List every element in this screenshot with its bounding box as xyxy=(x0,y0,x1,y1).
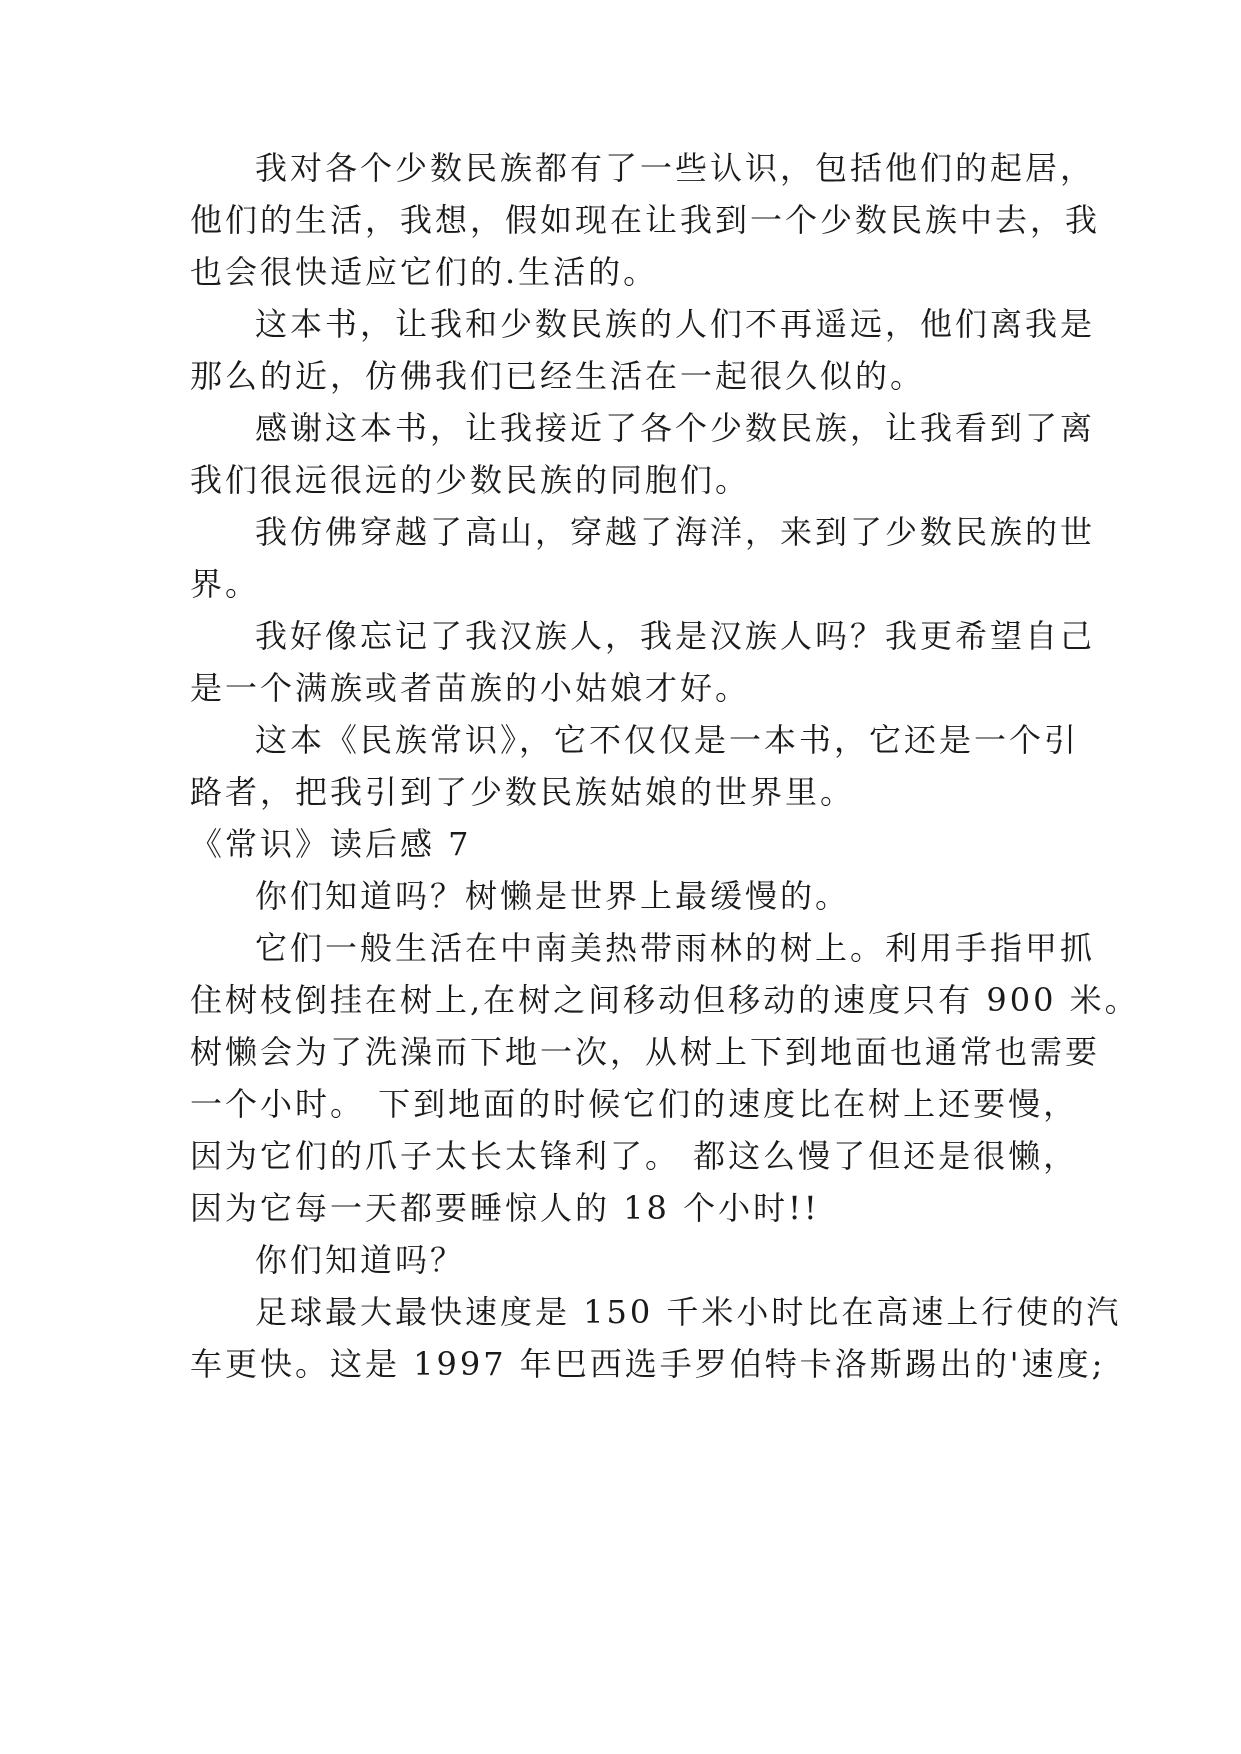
paragraph-line: 树懒会为了洗澡而下地一次，从树上下到地面也通常也需要 xyxy=(190,1033,1101,1071)
paragraph-line: 我仿佛穿越了高山，穿越了海洋，来到了少数民族的世 xyxy=(255,513,1096,551)
paragraph-line: 是一个满族或者苗族的小姑娘才好。 xyxy=(190,669,751,707)
paragraph-line: 这本书，让我和少数民族的人们不再遥远，他们离我是 xyxy=(255,305,1096,343)
paragraph-line: 我对各个少数民族都有了一些认识，包括他们的起居， xyxy=(255,149,1096,187)
paragraph-line: 界。 xyxy=(190,565,261,603)
paragraph-line: 因为它们的爪子太长太锋利了。 都这么慢了但还是很懒， xyxy=(190,1137,1079,1175)
paragraph-line: 它们一般生活在中南美热带雨林的树上。利用手指甲抓 xyxy=(255,929,1096,967)
paragraph-line: 足球最大最快速度是 150 千米小时比在高速上行使的汽 xyxy=(255,1293,1122,1331)
paragraph-line: 也会很快适应它们的.生活的。 xyxy=(190,253,659,291)
paragraph-line: 你们知道吗？ xyxy=(255,1241,466,1279)
paragraph-line: 车更快。这是 1997 年巴西选手罗伯特卡洛斯踢出的'速度; xyxy=(190,1345,1106,1383)
paragraph-line: 我好像忘记了我汉族人，我是汉族人吗？我更希望自己 xyxy=(255,617,1096,655)
paragraph-line: 我们很远很远的少数民族的同胞们。 xyxy=(190,461,751,499)
paragraph-line: 他们的生活，我想，假如现在让我到一个少数民族中去，我 xyxy=(190,201,1101,239)
paragraph-line: 因为它每一天都要睡惊人的 18 个小时!! xyxy=(190,1189,820,1227)
paragraph-line: 一个小时。 下到地面的时候它们的速度比在树上还要慢， xyxy=(190,1085,1079,1123)
paragraph-line: 那么的近，仿佛我们已经生活在一起很久似的。 xyxy=(190,357,926,395)
paragraph-line: 这本《民族常识》，它不仅仅是一本书，它还是一个引 xyxy=(255,721,1080,759)
section-heading: 《常识》读后感 7 xyxy=(190,825,472,863)
paragraph-line: 住树枝倒挂在树上,在树之间移动但移动的速度只有 900 米。 xyxy=(190,981,1140,1019)
paragraph-line: 你们知道吗？树懒是世界上最缓慢的。 xyxy=(255,877,851,915)
paragraph-line: 感谢这本书，让我接近了各个少数民族，让我看到了离 xyxy=(255,409,1096,447)
paragraph-line: 路者，把我引到了少数民族姑娘的世界里。 xyxy=(190,773,856,811)
